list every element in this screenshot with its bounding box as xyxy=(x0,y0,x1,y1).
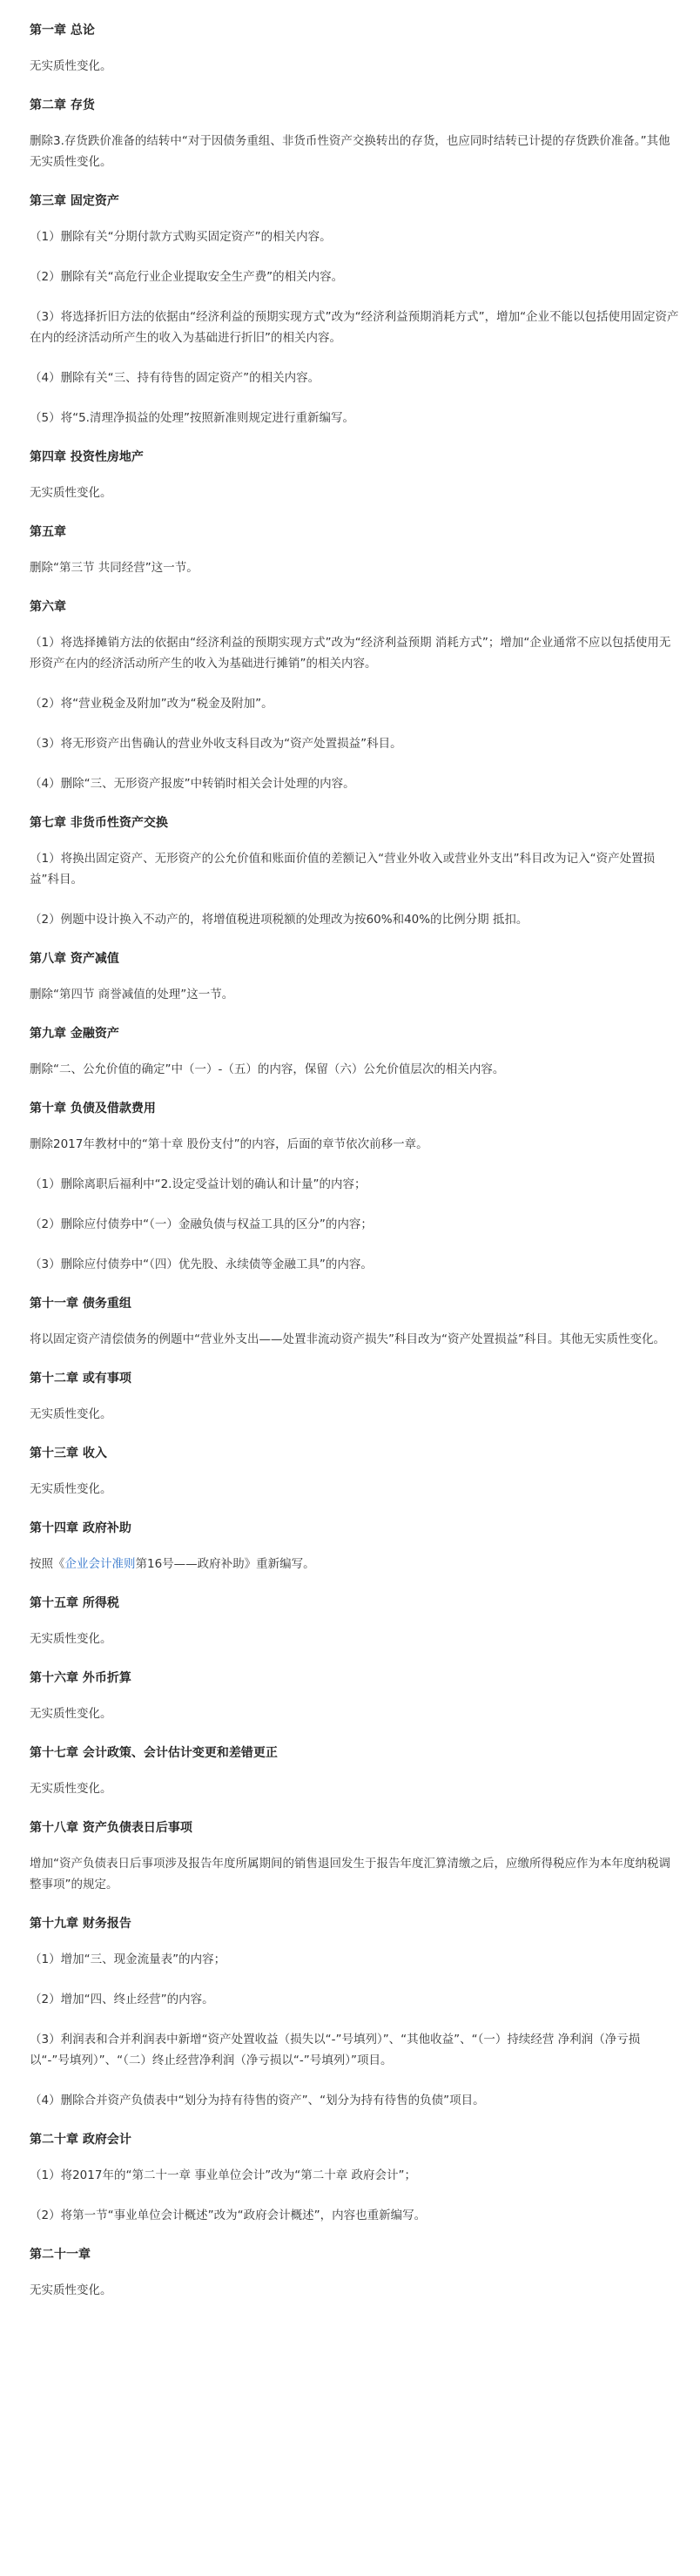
chapter-heading: 第十章 负债及借款费用 xyxy=(30,1102,156,1116)
paragraph: （2）删除应付债券中“（一）金融负债与权益工具的区分”的内容； xyxy=(30,1217,373,1231)
chapter-heading: 第七章 非货币性资产交换 xyxy=(30,816,168,830)
chapter-heading: 第五章 xyxy=(30,525,66,539)
chapter-heading: 第十四章 政府补助 xyxy=(30,1521,131,1535)
paragraph: 无实质性变化。 xyxy=(30,59,112,73)
paragraph: （2）例题中设计换入不动产的，将增值税进项税额的处理改为按60%和40%的比例分期 抵扣。 xyxy=(30,913,528,927)
paragraph: （4）删除“三、无形资产报废”中转销时相关会计处理的内容。 xyxy=(30,777,355,791)
paragraph: （1）将选择摊销方法的依据由“经济利益的预期实现方式”改为“经济利益预期 消耗方式”；增加“企业通常不应以包括使用无形资产在内的经济活动所产生的收入为基础进行摊销”的相关内容。 xyxy=(30,636,671,671)
chapter-heading: 第十九章 财务报告 xyxy=(30,1917,131,1931)
chapter-heading: 第六章 xyxy=(30,600,66,614)
paragraph: （3）利润表和合并利润表中新增“资产处置收益（损失以“-”号填列）”、“其他收益”、“（一）持续经营 净利润（净亏损以“-”号填列）”、“（二）终止经营净利润（净亏损以“-”号填列）”项目。 xyxy=(30,2033,641,2067)
chapter-section xyxy=(30,1914,688,2111)
chapter-section xyxy=(30,813,688,930)
paragraph: 删除2017年教材中的“第十章 股份支付”的内容，后面的章节依次前移一章。 xyxy=(30,1137,428,1151)
paragraph: 无实质性变化。 xyxy=(30,1482,112,1496)
chapter-section xyxy=(30,96,688,172)
paragraph: （2）删除有关“高危行业企业提取安全生产费”的相关内容。 xyxy=(30,270,344,284)
chapter-section xyxy=(30,1818,688,1895)
paragraph: （2）将“营业税金及附加”改为“税金及附加”。 xyxy=(30,697,273,711)
paragraph: 删除3.存货跌价准备的结转中“对于因债务重组、非货币性资产交换转出的存货，也应同时结转已计提的存货跌价准备。”其他无实质性变化。 xyxy=(30,134,670,169)
chapter-heading: 第三章 固定资产 xyxy=(30,194,119,208)
chapter-section xyxy=(30,2245,688,2301)
chapter-heading: 第一章 总论 xyxy=(30,24,95,37)
paragraph: （1）增加“三、现金流量表”的内容； xyxy=(30,1952,226,1966)
chapter-heading: 第二十章 政府会计 xyxy=(30,2133,131,2147)
chapter-section xyxy=(30,1743,688,1799)
paragraph: 删除“二、公允价值的确定”中（一）-（五）的内容，保留（六）公允价值层次的相关内容。 xyxy=(30,1062,505,1076)
chapter-heading: 第十五章 所得税 xyxy=(30,1596,119,1610)
paragraph-text: 按照《 xyxy=(30,1557,65,1571)
chapter-section xyxy=(30,448,688,503)
paragraph: （4）删除有关“三、持有待售的固定资产”的相关内容。 xyxy=(30,371,320,385)
paragraph: 增加“资产负债表日后事项涉及报告年度所属期间的销售退回发生于报告年度汇算清缴之后，应缴所得税应作为本年度纳税调整事项”的规定。 xyxy=(30,1857,670,1892)
paragraph: （5）将“5.清理净损益的处理”按照新准则规定进行重新编写。 xyxy=(30,411,354,425)
chapter-heading: 第二章 存货 xyxy=(30,98,95,112)
chapter-section xyxy=(30,1519,688,1575)
paragraph: 无实质性变化。 xyxy=(30,1407,112,1421)
chapter-section xyxy=(30,1024,688,1080)
paragraph: 无实质性变化。 xyxy=(30,1782,112,1796)
chapter-section xyxy=(30,1669,688,1724)
chapter-heading: 第十六章 外币折算 xyxy=(30,1671,131,1685)
chapter-section xyxy=(30,21,688,77)
chapter-section xyxy=(30,523,688,578)
paragraph: 删除“第四节 商誉减值的处理”这一节。 xyxy=(30,988,234,1001)
chapter-heading: 第八章 资产减值 xyxy=(30,952,119,966)
accounting-standard-link[interactable]: 企业会计准则 xyxy=(64,1557,136,1571)
paragraph-text: 第16号——政府补助》重新编写。 xyxy=(135,1557,315,1571)
chapter-section xyxy=(30,1369,688,1425)
chapter-heading: 第十八章 资产负债表日后事项 xyxy=(30,1821,192,1835)
chapter-heading: 第四章 投资性房地产 xyxy=(30,450,144,464)
paragraph: （1）将换出固定资产、无形资产的公允价值和账面价值的差额记入“营业外收入或营业外支出”科目改为记入“资产处置损益”科目。 xyxy=(30,852,656,887)
chapter-section xyxy=(30,192,688,428)
paragraph: （1）将2017年的“第二十一章 事业单位会计”改为“第二十章 政府会计”； xyxy=(30,2168,417,2182)
paragraph: （3）将无形资产出售确认的营业外收支科目改为“资产处置损益”科目。 xyxy=(30,737,402,751)
chapter-section xyxy=(30,1294,688,1350)
paragraph: （2）将第一节“事业单位会计概述”改为“政府会计概述”，内容也重新编写。 xyxy=(30,2208,427,2222)
paragraph: 将以固定资产清偿债务的例题中“营业外支出——处置非流动资产损失”科目改为“资产处置损益”科目。其他无实质性变化。 xyxy=(30,1332,665,1346)
chapter-section xyxy=(30,1594,688,1649)
chapter-heading: 第十三章 收入 xyxy=(30,1446,107,1460)
chapter-section xyxy=(30,2130,688,2226)
paragraph: （4）删除合并资产负债表中“划分为持有待售的资产”、“划分为持有待售的负债”项目。 xyxy=(30,2094,485,2107)
chapter-section xyxy=(30,1444,688,1500)
paragraph: 无实质性变化。 xyxy=(30,1707,112,1721)
paragraph: （3）删除应付债券中“（四）优先股、永续债等金融工具”的内容。 xyxy=(30,1258,373,1271)
paragraph: 无实质性变化。 xyxy=(30,2283,112,2297)
chapter-heading: 第十七章 会计政策、会计估计变更和差错更正 xyxy=(30,1746,278,1760)
chapter-section xyxy=(30,1099,688,1275)
chapter-heading: 第九章 金融资产 xyxy=(30,1027,119,1041)
chapter-heading: 第十一章 债务重组 xyxy=(30,1297,131,1311)
paragraph xyxy=(30,1554,688,1575)
paragraph: 无实质性变化。 xyxy=(30,1632,112,1646)
chapter-heading: 第二十一章 xyxy=(30,2248,91,2262)
paragraph: 删除“第三节 共同经营”这一节。 xyxy=(30,561,199,575)
chapter-heading: 第十二章 或有事项 xyxy=(30,1372,131,1386)
paragraph: （1）删除有关“分期付款方式购买固定资产”的相关内容。 xyxy=(30,230,332,244)
paragraph: （1）删除离职后福利中“2.设定受益计划的确认和计量”的内容； xyxy=(30,1177,367,1191)
paragraph: （2）增加“四、终止经营”的内容。 xyxy=(30,1993,214,2006)
paragraph: （3）将选择折旧方法的依据由“经济利益的预期实现方式”改为“经济利益预期消耗方式”，增加“企业不能以包括使用固定资产在内的经济活动所产生的收入为基础进行折旧”的相关内容。 xyxy=(30,310,679,345)
paragraph: 无实质性变化。 xyxy=(30,486,112,500)
chapter-section xyxy=(30,597,688,794)
chapter-section xyxy=(30,949,688,1005)
